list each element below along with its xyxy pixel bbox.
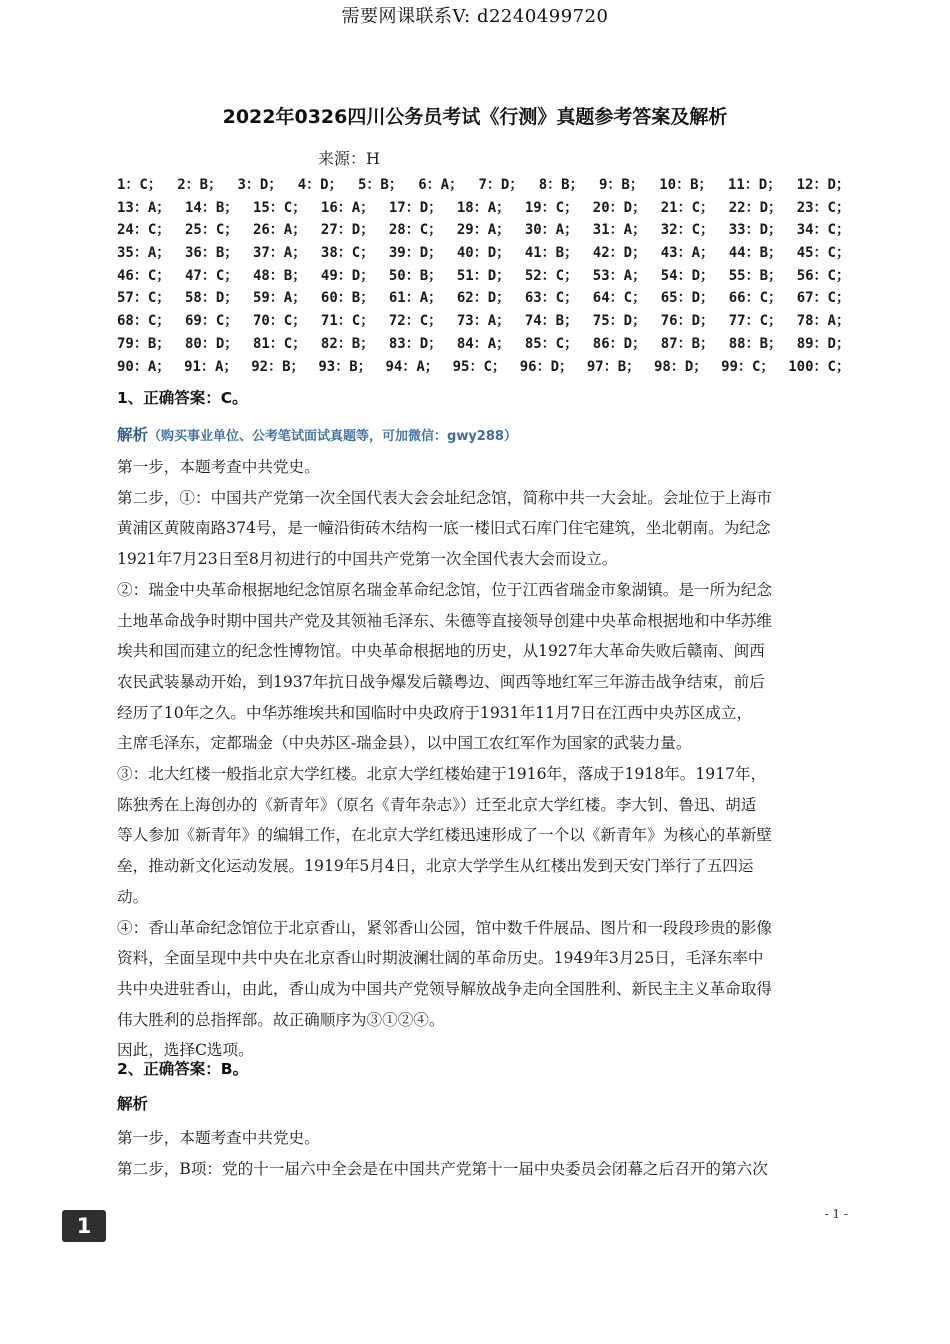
- body-line: ④：香山革命纪念馆位于北京香山，紧邻香山公园，馆中数千件展品、图片和一段段珍贵的影像: [117, 918, 772, 937]
- answer-cell: 77：C；: [728, 313, 783, 330]
- answer-cell: 97：B；: [586, 358, 641, 375]
- answer-cell: 11：D；: [727, 177, 782, 193]
- answer-cell: 4：D；: [297, 177, 343, 193]
- answer-cell: 14：B；: [184, 199, 239, 216]
- answer-cell: 25：C；: [184, 222, 239, 239]
- answer-cell: 50：B；: [388, 267, 443, 284]
- answer-cell: 93：B；: [318, 358, 372, 375]
- answer-cell: 95：C；: [452, 358, 506, 375]
- answer-cell: 37：A；: [252, 245, 307, 262]
- answer-cell: 2：B；: [177, 177, 223, 193]
- body-line: ②：瑞金中央革命根据地纪念馆原名瑞金革命纪念馆，位于江西省瑞金市象湖镇。是一所为纪念: [117, 580, 772, 599]
- document-title: 2022年0326四川公务员考试《行测》真题参考答案及解析: [222, 106, 728, 128]
- answer-cell: 64：C；: [592, 290, 647, 307]
- answer-cell: 28：C；: [388, 222, 443, 239]
- answer-cell: 35：A；: [117, 245, 171, 262]
- answer-cell: 60：B；: [320, 290, 375, 307]
- answer-cell: 5：B；: [358, 177, 403, 193]
- answer-grid: [117, 174, 850, 378]
- answer-cell: 44：B；: [728, 245, 783, 262]
- answer-cell: 10：B；: [659, 177, 713, 193]
- answer-cell: 84：A；: [456, 335, 511, 352]
- answer-cell: 75：D；: [592, 313, 647, 330]
- answer-cell: 6：A；: [418, 177, 464, 193]
- document-source: 来源：H: [318, 149, 380, 168]
- answer-cell: 27：D；: [320, 222, 375, 239]
- answer-cell: 13：A；: [117, 199, 171, 216]
- answer-cell: 26：A；: [252, 222, 307, 239]
- answer-cell: 96：D；: [519, 358, 574, 375]
- answer-cell: 43：A；: [660, 245, 715, 262]
- body-line: 等人参加《新青年》的编辑工作，在北京大学红楼迅速形成了一个以《新青年》为核心的革新壁: [117, 826, 772, 845]
- answer-cell: 7：D；: [478, 177, 524, 193]
- answer-cell: 21：C；: [660, 199, 715, 216]
- answer-cell: 73：A；: [456, 313, 511, 330]
- answer-row: [117, 356, 850, 379]
- analysis-label-text: 解析: [117, 426, 149, 444]
- body-line: 第二步，B项：党的十一届六中全会是在中国共产党第十一届中央委员会闭幕之后召开的第六次: [117, 1159, 768, 1178]
- answer-row: [117, 265, 850, 288]
- answer-cell: 99：C；: [721, 358, 775, 375]
- body-line: 埃共和国而建立的纪念性博物馆。中央革命根据地的历史，从1927年大革命失败后赣南、闽西: [117, 642, 765, 661]
- answer-cell: 1：C；: [117, 177, 162, 193]
- answer-cell: 81：C；: [252, 335, 307, 352]
- answer-cell: 45：C；: [796, 245, 850, 262]
- answer-cell: 87：B；: [660, 335, 715, 352]
- answer-cell: 66：C；: [728, 290, 783, 307]
- body-line: 因此，选择C选项。: [117, 1041, 254, 1060]
- body-line: 经历了10年之久。中华苏维埃共和国临时中央政府于1931年11月7日在江西中央苏区成立，: [117, 703, 753, 722]
- answer-cell: 31：A；: [592, 222, 647, 239]
- answer-cell: 51：D；: [456, 267, 511, 284]
- answer-row: [117, 287, 850, 310]
- q2-analysis-label: 解析: [117, 1095, 149, 1113]
- answer-cell: 92：B；: [251, 358, 305, 375]
- body-line: 资料，全面呈现中共中央在北京香山时期波澜壮阔的革命历史。1949年3月25日，毛泽东率中: [117, 949, 764, 968]
- answer-cell: 3：D；: [237, 177, 283, 193]
- answer-cell: 58：D；: [184, 290, 239, 307]
- body-line: 伟大胜利的总指挥部。故正确顺序为③①②④。: [117, 1010, 445, 1029]
- answer-cell: 83：D；: [388, 335, 443, 352]
- promo-text: （购买事业单位、公考笔试面试真题等，可加微信：gwy288）: [148, 429, 517, 444]
- answer-cell: 85：C；: [524, 335, 579, 352]
- answer-cell: 23：C；: [796, 199, 850, 216]
- answer-row: [117, 310, 850, 333]
- answer-cell: 48：B；: [252, 267, 307, 284]
- answer-cell: 53：A；: [592, 267, 647, 284]
- answer-cell: 41：B；: [524, 245, 579, 262]
- answer-cell: 67：C；: [796, 290, 850, 307]
- answer-cell: 61：A；: [388, 290, 443, 307]
- answer-cell: 17：D；: [388, 199, 443, 216]
- answer-cell: 34：C；: [796, 222, 850, 239]
- answer-cell: 9：B；: [599, 177, 644, 193]
- answer-cell: 79：B；: [117, 335, 171, 352]
- answer-cell: 94：A；: [385, 358, 439, 375]
- answer-cell: 18：A；: [456, 199, 511, 216]
- answer-cell: 68：C；: [117, 313, 171, 330]
- top-banner: 需要网课联系V: d2240499720: [341, 6, 609, 27]
- answer-cell: 19：C；: [524, 199, 579, 216]
- answer-cell: 69：C；: [184, 313, 239, 330]
- body-line: 1921年7月23日至8月初进行的中国共产党第一次全国代表大会而设立。: [117, 550, 618, 569]
- answer-cell: 36：B；: [184, 245, 239, 262]
- answer-cell: 100：C；: [788, 358, 850, 375]
- answer-cell: 74：B；: [524, 313, 579, 330]
- body-line: 动。: [117, 887, 149, 906]
- body-line: 垒，推动新文化运动发展。1919年5月4日，北京大学学生从红楼出发到天安门举行了五四运: [117, 857, 754, 876]
- body-line: 黄浦区黄陂南路374号，是一幢沿街砖木结构一底一楼旧式石库门住宅建筑，坐北朝南。为纪念: [117, 519, 771, 538]
- answer-cell: 38：C；: [320, 245, 375, 262]
- answer-row: [117, 333, 850, 356]
- q1-body: [117, 452, 850, 1066]
- answer-cell: 33：D；: [728, 222, 783, 239]
- answer-cell: 39：D；: [388, 245, 443, 262]
- answer-cell: 65：D；: [660, 290, 715, 307]
- page-badge[interactable]: 1: [62, 1210, 106, 1242]
- body-line: 第一步，本题考查中共党史。: [117, 1129, 320, 1147]
- answer-cell: 71：C；: [320, 313, 375, 330]
- answer-row: [117, 219, 850, 242]
- answer-cell: 46：C；: [117, 267, 171, 284]
- answer-cell: 56：C；: [796, 267, 850, 284]
- answer-row: [117, 197, 850, 220]
- answer-cell: 78：A；: [796, 313, 850, 330]
- answer-cell: 88：B；: [728, 335, 783, 352]
- answer-cell: 80：D；: [184, 335, 239, 352]
- answer-row: [117, 242, 850, 265]
- answer-cell: 42：D；: [592, 245, 647, 262]
- answer-cell: 49：D；: [320, 267, 375, 284]
- q2-heading: 2、正确答案：B。: [117, 1060, 249, 1078]
- answer-cell: 8：B；: [538, 177, 584, 193]
- answer-cell: 24：C；: [117, 222, 171, 239]
- answer-cell: 89：D；: [796, 335, 850, 352]
- answer-cell: 16：A；: [320, 199, 375, 216]
- answer-cell: 12：D；: [796, 177, 850, 193]
- answer-cell: 30：A；: [524, 222, 579, 239]
- body-line: 共中央进驻香山，由此，香山成为中国共产党领导解放战争走向全国胜利、新民主主义革命取得: [117, 979, 772, 998]
- q2-body: [117, 1123, 850, 1184]
- body-line: 第二步，①：中国共产党第一次全国代表大会会址纪念馆，简称中共一大会址。会址位于上海市: [117, 488, 772, 507]
- answer-cell: 72：C；: [388, 313, 443, 330]
- body-line: 土地革命战争时期中国共产党及其领袖毛泽东、朱德等直接领导创建中央革命根据地和中华苏维: [117, 611, 772, 630]
- answer-cell: 32：C；: [660, 222, 715, 239]
- answer-cell: 47：C；: [184, 267, 239, 284]
- answer-cell: 55：B；: [728, 267, 783, 284]
- answer-row: [117, 174, 850, 197]
- answer-cell: 20：D；: [592, 199, 647, 216]
- answer-cell: 52：C；: [524, 267, 579, 284]
- answer-cell: 98：D；: [654, 358, 708, 375]
- answer-cell: 15：C；: [252, 199, 307, 216]
- body-line: 陈独秀在上海创办的《新青年》（原名《青年杂志》）迁至北京大学红楼。李大钊、鲁迅、胡适: [117, 795, 757, 814]
- answer-cell: 40：D；: [456, 245, 511, 262]
- answer-cell: 82：B；: [320, 335, 375, 352]
- answer-cell: 90：A；: [117, 358, 171, 375]
- answer-cell: 63：C；: [524, 290, 579, 307]
- answer-cell: 59：A；: [252, 290, 307, 307]
- q1-analysis-label: [117, 423, 517, 445]
- answer-cell: 54：D；: [660, 267, 715, 284]
- answer-cell: 70：C；: [252, 313, 307, 330]
- body-line: 农民武装暴动开始，到1937年抗日战争爆发后赣粤边、闽西等地红军三年游击战争结束，前后: [117, 672, 765, 691]
- answer-cell: 91：A；: [184, 358, 238, 375]
- answer-cell: 57：C；: [117, 290, 171, 307]
- q1-heading: 1、正确答案：C。: [117, 389, 248, 407]
- page-number: - 1 -: [824, 1207, 848, 1221]
- answer-cell: 22：D；: [728, 199, 783, 216]
- answer-cell: 86：D；: [592, 335, 647, 352]
- body-line: 主席毛泽东，定都瑞金（中央苏区-瑞金县），以中国工农红军作为国家的武装力量。: [117, 734, 692, 753]
- answer-cell: 29：A；: [456, 222, 511, 239]
- body-line: ③：北大红楼一般指北京大学红楼。北京大学红楼始建于1916年，落成于1918年。1917年，: [117, 765, 767, 784]
- answer-cell: 76：D；: [660, 313, 715, 330]
- body-line: 第一步，本题考查中共党史。: [117, 458, 320, 476]
- answer-cell: 62：D；: [456, 290, 511, 307]
